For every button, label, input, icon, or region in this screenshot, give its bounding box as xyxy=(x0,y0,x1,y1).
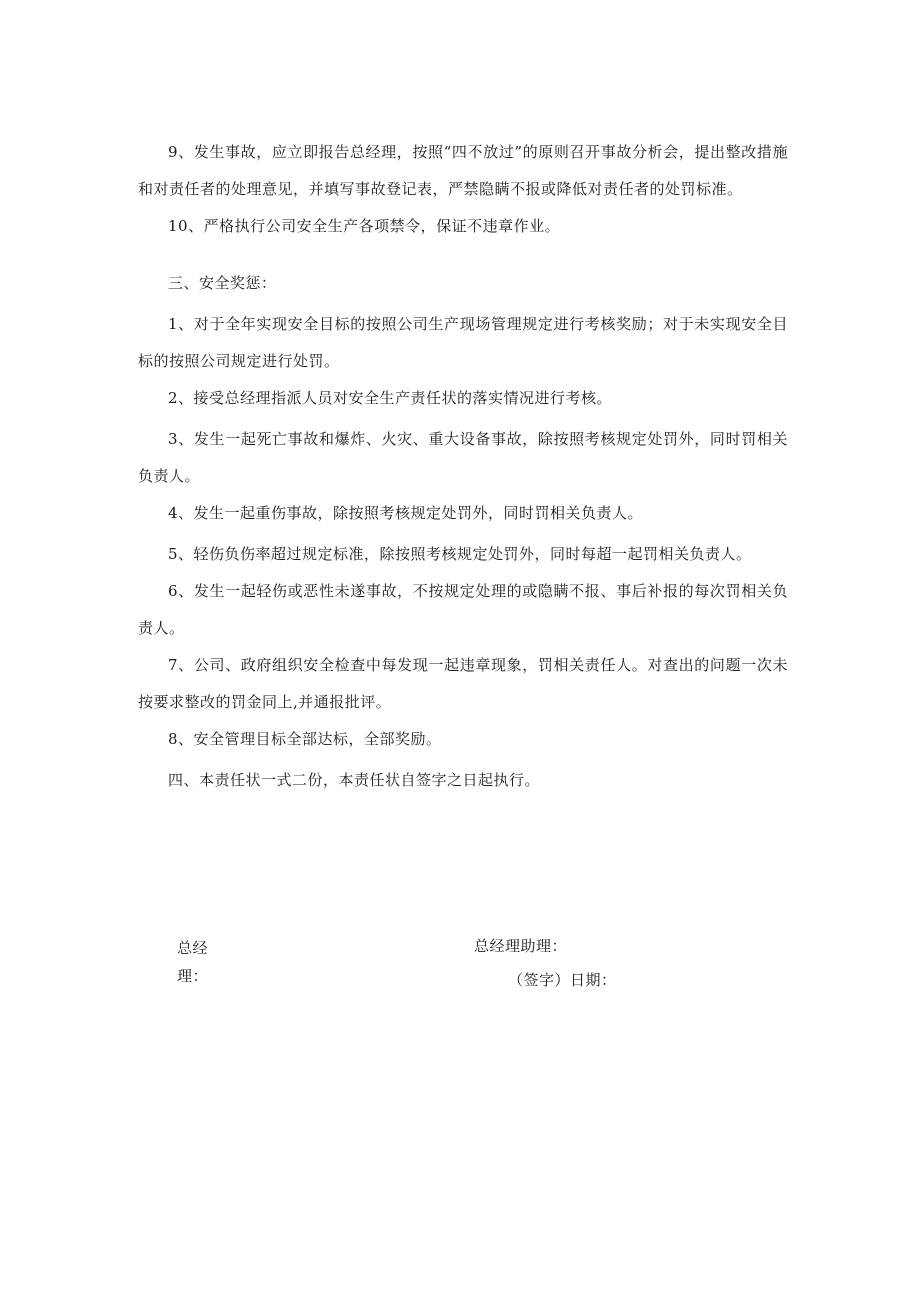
reward-clause-8: 8、安全管理目标全部达标，全部奖励。 xyxy=(168,730,442,748)
section-4-heading: 四、本责任状一式二份，本责任状自签字之日起执行。 xyxy=(168,771,541,789)
reward-clause-6: 6、发生一起轻伤或恶性未遂事故，不按规定处理的或隐瞒不报、事后补报的每次罚相关负责人。 xyxy=(138,582,788,637)
document-body xyxy=(138,134,788,803)
general-manager-signature-label: 总经理： xyxy=(177,939,209,985)
reward-clause-1: 1、对于全年实现安全目标的按照公司生产现场管理规定进行考核奖励；对于未实现安全目标的按照公司规定进行处罚。 xyxy=(138,315,788,370)
clause-9: 9、发生事故，应立即报告总经理，按照“四不放过”的原则召开事故分析会，提出整改措施和对责任者的处理意见，并填写事故登记表，严禁隐瞒不报或降低对责任者的处罚标准。 xyxy=(138,143,788,198)
reward-clause-3: 3、发生一起死亡事故和爆炸、火灾、重大设备事故，除按照考核规定处罚外，同时罚相关负责人。 xyxy=(138,430,788,485)
reward-clause-2: 2、接受总经理指派人员对安全生产责任状的落实情况进行考核。 xyxy=(168,389,613,407)
reward-clause-5: 5、轻伤负伤率超过规定标准，除按照考核规定处罚外，同时每超一起罚相关负责人。 xyxy=(168,545,752,563)
assistant-signature-label: 总经理助理： xyxy=(474,937,568,955)
reward-clause-7: 7、公司、政府组织安全检查中每发现一起违章现象，罚相关责任人。对查出的问题一次未按要求整改的罚金同上,并通报批评。 xyxy=(138,656,788,711)
sign-date-label: （签字）日期： xyxy=(508,971,617,989)
clause-10: 10、严格执行公司安全生产各项禁令，保证不违章作业。 xyxy=(168,217,561,235)
section-3-heading: 三、安全奖惩： xyxy=(168,274,277,292)
reward-clause-4: 4、发生一起重伤事故，除按照考核规定处罚外，同时罚相关负责人。 xyxy=(168,504,644,522)
